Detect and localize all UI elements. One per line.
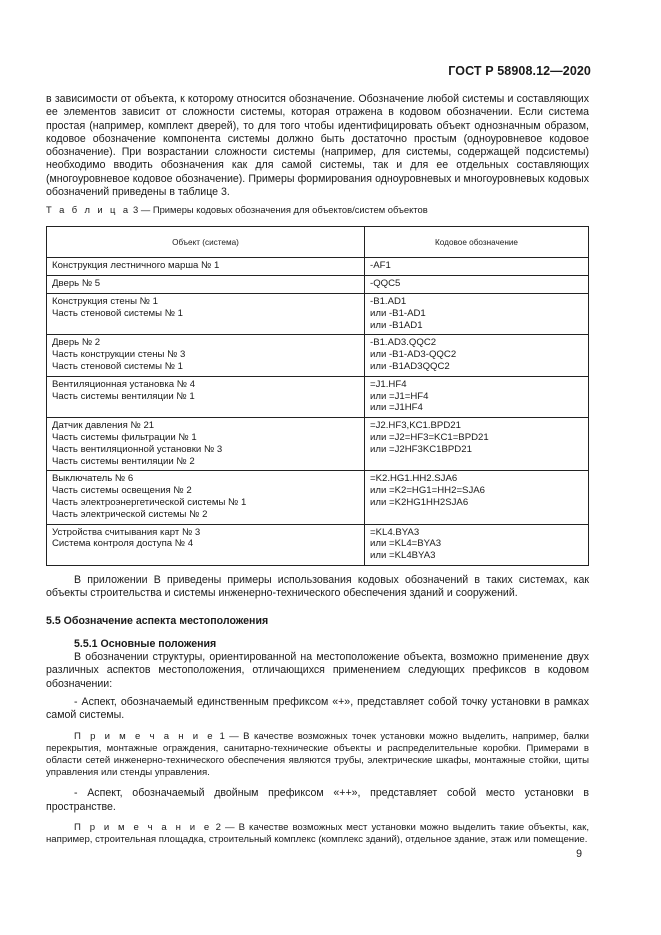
- object-cell: [47, 418, 365, 471]
- table-row: [47, 376, 589, 417]
- table-caption: [46, 203, 589, 216]
- table-header-row: [47, 226, 589, 258]
- list-item-1: - Аспект, обозначаемый единственным префиксом «+», представляет собой точку установки в рамках самой системы.: [46, 696, 589, 722]
- object-cell: [47, 294, 365, 335]
- object-line: Часть стеновой системы № 1: [52, 361, 184, 373]
- code-line: или -B1AD1: [370, 319, 423, 331]
- after-table-paragraph: В приложении В приведены примеры использования кодовых обозначений в таких системах, как объекты строительства и системы инженерно-технического обеспечения зданий и сооружений.: [46, 574, 589, 600]
- object-line: Система контроля доступа № 4: [52, 538, 194, 550]
- code-line: или =KL4=BYA3: [370, 538, 442, 550]
- table-caption-text: 3 — Примеры кодовых обозначения для объектов/систем объектов: [133, 204, 428, 216]
- table-row: [47, 471, 589, 524]
- code-cell: [365, 418, 589, 471]
- object-line: Часть стеновой системы № 1: [52, 307, 184, 319]
- code-line: или =K2HG1HH2SJA6: [370, 497, 469, 509]
- object-cell: [47, 335, 365, 376]
- table-row: [47, 294, 589, 335]
- code-line: или -B1-AD3-QQC2: [370, 349, 457, 361]
- note-2: [46, 822, 589, 846]
- object-cell: [47, 471, 365, 524]
- table-row: [47, 276, 589, 294]
- object-line: Устройства считывания карт № 3: [52, 526, 201, 538]
- list-item-2: - Аспект, обозначаемый двойным префиксом «++», представляет собой место установки в пространстве.: [46, 787, 589, 813]
- code-line: -AF1: [370, 260, 391, 272]
- code-line: =J2.HF3,KC1.BPD21: [370, 420, 461, 432]
- note-2-text: 2 — В качестве возможных мест установки можно выделить такие объекты, как, например, строительная площадка, строительный комплекс (комплекс зданий), отдельное здание, этаж или помещение.: [46, 822, 590, 846]
- code-line: или =K2=HG1=HH2=SJA6: [370, 485, 485, 497]
- object-line: Дверь № 5: [52, 278, 101, 290]
- section-title: 5.5 Обозначение аспекта местоположения: [46, 614, 269, 627]
- object-line: Часть системы вентиляции № 2: [52, 455, 195, 467]
- code-line: -B1.AD1: [370, 296, 407, 308]
- object-line: Вентиляционная установка № 4: [52, 378, 196, 390]
- object-line: Конструкция лестничного марша № 1: [52, 260, 220, 272]
- table-row: [47, 335, 589, 376]
- object-line: Часть системы фильтрации № 1: [52, 432, 197, 444]
- header-code: Кодовое обозначение: [365, 226, 589, 258]
- code-line: или =KL4BYA3: [370, 550, 436, 562]
- table-body: [47, 258, 589, 566]
- object-line: Часть системы освещения № 2: [52, 485, 192, 497]
- code-cell: [365, 335, 589, 376]
- subsection-paragraph: В обозначении структуры, ориентированной на местоположение объекта, возможно применение двух различных аспектов местоположения, отличающихся применением следующих префиксов в кодовом обозначении:: [46, 651, 589, 690]
- page-number: 9: [576, 848, 582, 860]
- code-cell: [365, 294, 589, 335]
- header-object: Объект (система): [47, 226, 365, 258]
- code-line: =J1.HF4: [370, 378, 407, 390]
- code-line: -B1.AD3.QQC2: [370, 337, 437, 349]
- table-row: [47, 258, 589, 276]
- table-row: [47, 418, 589, 471]
- code-cell: [365, 376, 589, 417]
- object-cell: [47, 524, 365, 565]
- object-line: Выключатель № 6: [52, 473, 134, 485]
- object-cell: [47, 258, 365, 276]
- code-cell: [365, 276, 589, 294]
- code-line: =K2.HG1.HH2.SJA6: [370, 473, 458, 485]
- object-line: Часть системы вентиляции № 1: [52, 390, 195, 402]
- note-1-prefix: П р и м е ч а н и е: [74, 730, 216, 742]
- codes-table: [46, 226, 589, 566]
- object-line: Дверь № 2: [52, 337, 101, 349]
- code-line: или =J2=HF3=KC1=BPD21: [370, 432, 489, 444]
- subsection-title: 5.5.1 Основные положения: [74, 637, 217, 650]
- code-line: =KL4.BYA3: [370, 526, 420, 538]
- object-cell: [47, 376, 365, 417]
- code-line: или =J1HF4: [370, 402, 423, 414]
- code-cell: [365, 471, 589, 524]
- object-line: Часть электрической системы № 2: [52, 508, 208, 520]
- table-row: [47, 524, 589, 565]
- note-1-text: 1 — В качестве возможных точек установки можно выделить, например, балки перекрытия, монтажные ограждения, санитарно-технические объекты и распределительные коробки. Примерами в области сетей инженерно-технического обеспечения являются трубы, электрические шкафы, монтажные стойки, щиты управления или стенды управления.: [46, 730, 590, 779]
- intro-paragraph: в зависимости от объекта, к которому относится обозначение. Обозначение любой системы и составляющих ее элементов зависит от сложности системы, которая отражена в кодовом обозначении. Если система простая (например, комплект дверей), то для того чтобы идентифицировать объект однозначным образом, кодовое обозначение компонента системы должно быть достаточно простым (одноуровневое кодовое обозначение). При возрастании сложности системы (например, для системы, содержащей подсистемы) необходимо вводить обозначения как для самой системы, так и для ее отдельных составляющих (многоуровневое кодовое обозначение). Примеры формирования одноуровневых и многоуровневых кодовых обозначений приведены в таблице 3.: [46, 93, 589, 199]
- object-line: Конструкция стены № 1: [52, 296, 158, 308]
- object-line: Датчик давления № 21: [52, 420, 155, 432]
- object-line: Часть конструкции стены № 3: [52, 349, 186, 361]
- code-cell: [365, 524, 589, 565]
- code-line: или -B1AD3QQC2: [370, 361, 450, 373]
- code-line: или -B1-AD1: [370, 307, 426, 319]
- object-line: Часть электроэнергетической системы № 1: [52, 497, 247, 509]
- code-line: -QQC5: [370, 278, 401, 290]
- note-2-prefix: П р и м е ч а н и е: [74, 822, 212, 834]
- code-cell: [365, 258, 589, 276]
- object-cell: [47, 276, 365, 294]
- code-line: или =J2HF3KC1BPD21: [370, 443, 472, 455]
- object-line: Часть вентиляционной установки № 3: [52, 443, 223, 455]
- code-line: или =J1=HF4: [370, 390, 429, 402]
- page-content: [46, 93, 589, 846]
- table-caption-prefix: Т а б л и ц а: [46, 204, 131, 216]
- note-1: [46, 731, 589, 780]
- standard-header: ГОСТ Р 58908.12—2020: [448, 64, 591, 78]
